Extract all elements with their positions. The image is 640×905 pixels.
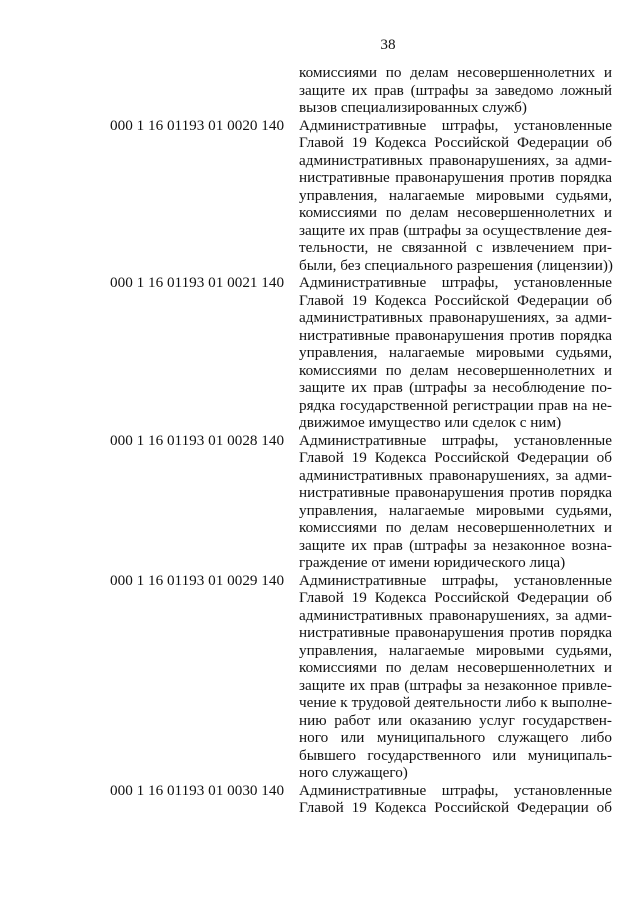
code-description — [299, 572, 612, 782]
description-line: нистративные правонарушения против порядка — [299, 484, 612, 501]
description-line: защите их прав (штрафы за заведомо ложный — [299, 81, 612, 99]
description-line: были, без специального разрешения (лицензии)) — [299, 256, 613, 274]
description-line: Административные штрафы, установленные — [299, 431, 612, 449]
document-row — [0, 432, 640, 572]
description-line: управления, налагаемые мировыми судьями, — [299, 186, 612, 204]
document-row — [0, 572, 640, 782]
code-description — [299, 432, 612, 572]
code-description — [299, 117, 612, 275]
description-line: нистративные правонарушения против порядка — [299, 326, 612, 344]
description-line: административных правонарушениях, за адми- — [299, 606, 612, 624]
classification-code: 000 1 16 01193 01 0030 140 — [110, 781, 285, 799]
document-row — [0, 64, 640, 117]
description-line: Главой 19 Кодекса Российской Федерации об — [299, 449, 612, 466]
description-line: Административные штрафы, установленные — [299, 274, 612, 291]
description-line: Главой 19 Кодекса Российской Федерации об — [299, 291, 612, 309]
description-line: административных правонарушениях, за адми- — [299, 466, 612, 484]
classification-code: 000 1 16 01193 01 0021 140 — [110, 274, 285, 291]
description-line: нистративные правонарушения против порядка — [299, 169, 612, 186]
description-line: комиссиями по делам несовершеннолетних и — [299, 659, 612, 676]
description-line: ного или муниципального служащего либо — [299, 729, 612, 746]
description-line: защите их прав (штрафы за несоблюдение по- — [299, 379, 612, 396]
description-line: защите их прав (штрафы за незаконное возна- — [299, 536, 612, 554]
description-line: Административные штрафы, установленные — [299, 116, 612, 134]
description-line: нию работ или оказанию услуг государствен- — [299, 711, 612, 729]
page-number: 38 — [380, 36, 396, 53]
description-line: комиссиями по делам несовершеннолетних и — [299, 64, 612, 81]
description-line: ного служащего) — [299, 764, 408, 781]
document-row — [0, 274, 640, 432]
document-row — [0, 117, 640, 275]
description-line: административных правонарушениях, за адми- — [299, 151, 612, 169]
description-line: защите их прав (штрафы за осуществление дея- — [299, 221, 612, 239]
document-row — [0, 782, 640, 817]
description-line: защите их прав (штрафы за незаконное привле- — [299, 676, 612, 694]
description-line: движимое имущество или сделок с ним) — [299, 414, 562, 431]
classification-code: 000 1 16 01193 01 0028 140 — [110, 431, 285, 449]
description-line: комиссиями по делам несовершеннолетних и — [299, 519, 612, 536]
code-description — [299, 782, 612, 817]
description-line: рядка государственной регистрации прав на не- — [299, 396, 612, 414]
description-line: административных правонарушениях, за адми- — [299, 309, 612, 326]
description-line: управления, налагаемые мировыми судьями, — [299, 641, 612, 659]
classification-code: 000 1 16 01193 01 0029 140 — [110, 571, 285, 589]
description-line: нистративные правонарушения против порядка — [299, 624, 612, 641]
code-description — [299, 64, 612, 117]
code-description — [299, 274, 612, 432]
description-line: комиссиями по делам несовершеннолетних и — [299, 361, 612, 379]
description-line: Административные штрафы, установленные — [299, 571, 612, 589]
description-line: граждение от имени юридического лица) — [299, 554, 566, 571]
description-line: Главой 19 Кодекса Российской Федерации об — [299, 589, 612, 606]
description-line: чение к трудовой деятельности либо к выполне- — [299, 694, 612, 711]
description-line: управления, налагаемые мировыми судьями, — [299, 344, 612, 361]
description-line: комиссиями по делам несовершеннолетних и — [299, 204, 612, 221]
description-line: тельности, не связанной с извлечением при- — [299, 239, 612, 256]
description-line: бывшего государственного или муниципаль- — [299, 746, 612, 764]
description-line: Главой 19 Кодекса Российской Федерации об — [299, 799, 612, 816]
document-body — [0, 64, 640, 817]
description-line: управления, налагаемые мировыми судьями, — [299, 501, 612, 519]
description-line: вызов специализированных служб) — [299, 99, 527, 116]
description-line: Административные штрафы, установленные — [299, 781, 612, 799]
description-line: Главой 19 Кодекса Российской Федерации об — [299, 134, 612, 151]
classification-code: 000 1 16 01193 01 0020 140 — [110, 116, 285, 134]
